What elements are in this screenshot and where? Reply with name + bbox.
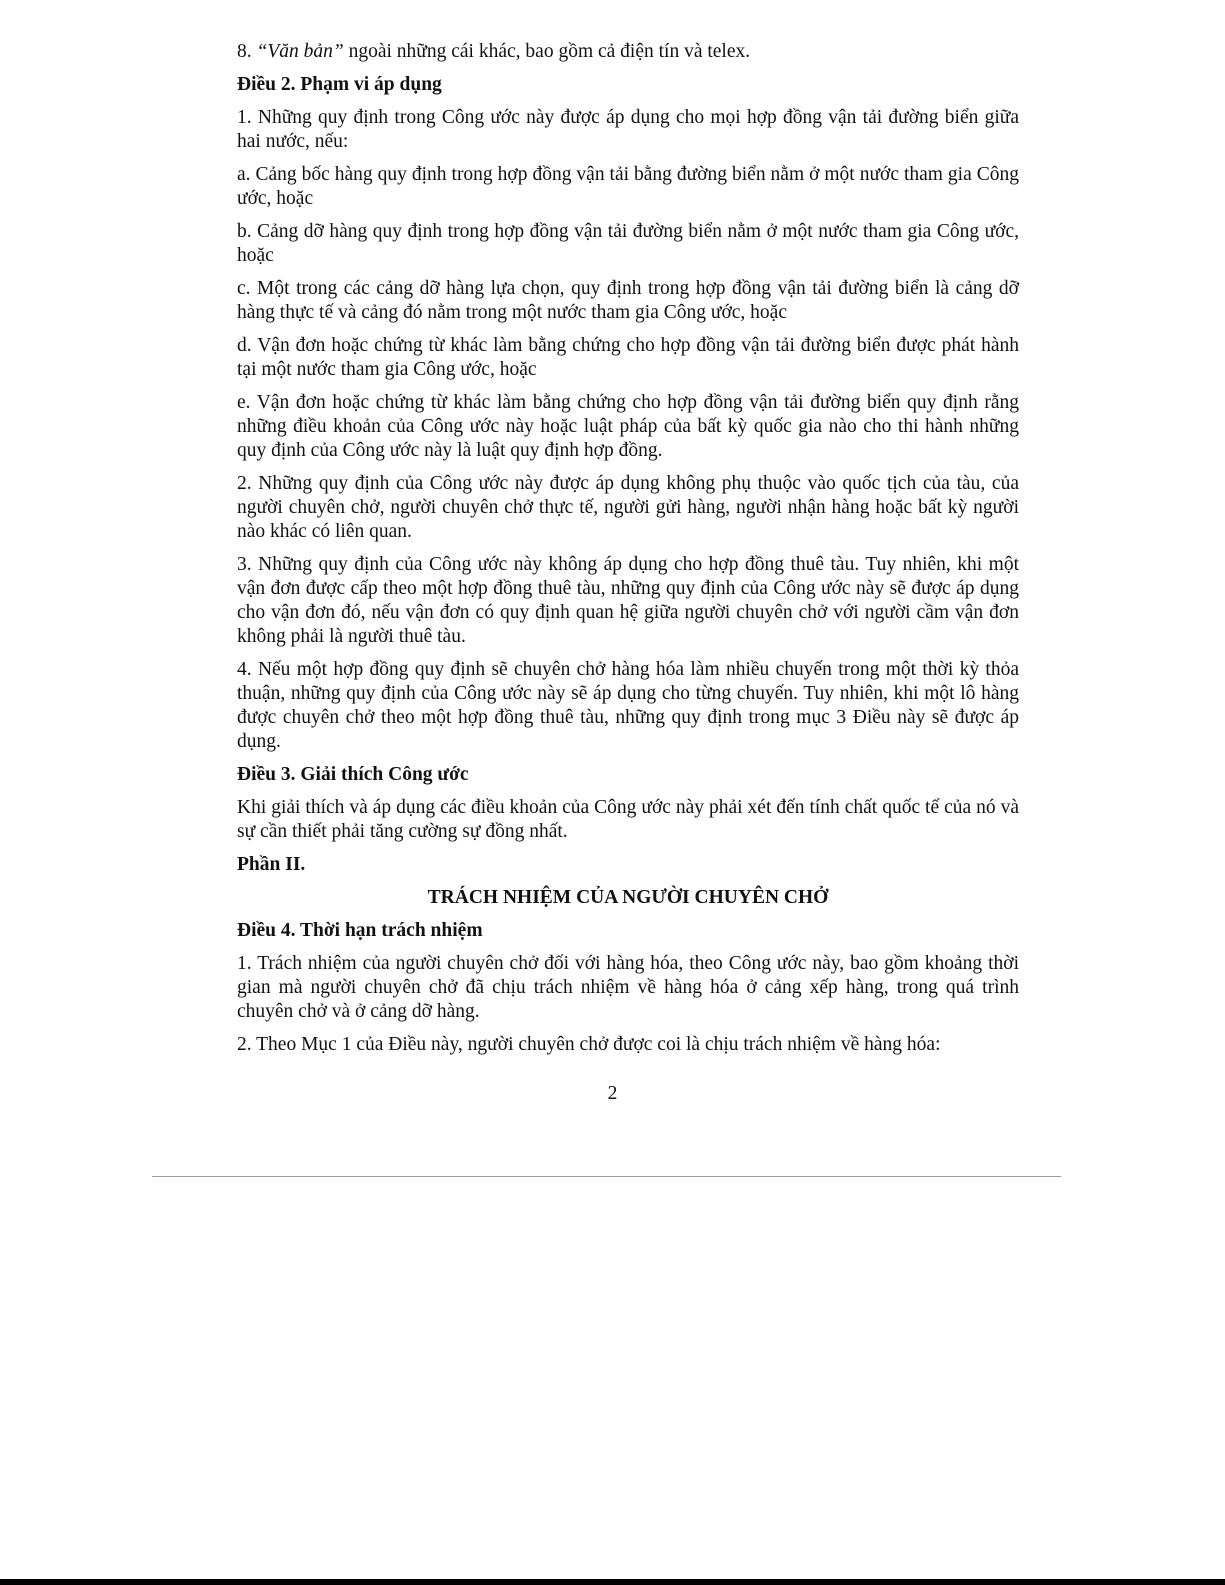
article-4-paragraph: 1. Trách nhiệm của người chuyên chở đối với hàng hóa, theo Công ước này, bao gồm khoảng thời gian mà người chuyên chở đã chịu trách nhiệm về hàng hóa ở cảng xếp hàng, trong quá trình chuyên chở và ở cảng dỡ hàng.: [237, 953, 1019, 1022]
item-8-term: “Văn bản”: [256, 41, 344, 62]
article-2-paragraph: c. Một trong các cảng dỡ hàng lựa chọn, quy định trong hợp đồng vận tải đường biển là cảng dỡ hàng thực tế và cảng đó nằm trong một nước tham gia Công ước, hoặc: [237, 278, 1019, 323]
article-4-paragraph: 2. Theo Mục 1 của Điều này, người chuyên chở được coi là chịu trách nhiệm về hàng hóa:: [237, 1034, 941, 1055]
article-3-heading: Điều 3. Giải thích Công ước: [237, 764, 469, 785]
article-4-heading: Điều 4. Thời hạn trách nhiệm: [237, 920, 483, 941]
article-2-paragraph: d. Vận đơn hoặc chứng từ khác làm bằng chứng cho hợp đồng vận tải đường biển được phát hành tại một nước tham gia Công ước, hoặc: [237, 335, 1019, 380]
item-8-text: ngoài những cái khác, bao gồm cả điện tín và telex.: [348, 41, 751, 62]
article-2-paragraph: b. Cảng dỡ hàng quy định trong hợp đồng vận tải đường biển nằm ở một nước tham gia Công ước, hoặc: [237, 221, 1019, 266]
article-2-heading: Điều 2. Phạm vi áp dụng: [237, 74, 442, 95]
part-2-title: TRÁCH NHIỆM CỦA NGƯỜI CHUYÊN CHỞ: [427, 887, 829, 908]
page-bottom-edge: [0, 1579, 1225, 1585]
item-8-number: 8.: [237, 41, 252, 62]
page-number: 2: [607, 1083, 618, 1104]
article-2-paragraph: 1. Những quy định trong Công ước này được áp dụng cho mọi hợp đồng vận tải đường biển giữa hai nước, nếu:: [237, 107, 1019, 152]
item-8-paragraph: [237, 40, 1019, 64]
page-divider: [152, 1176, 1061, 1177]
part-2-heading: Phần II.: [237, 854, 306, 875]
document-page: [237, 40, 1019, 1066]
article-2-paragraph: 2. Những quy định của Công ước này được áp dụng không phụ thuộc vào quốc tịch của tàu, của người chuyên chở, người chuyên chở thực tế, người gửi hàng, người nhận hàng hoặc bất kỳ người nào khác có liên quan.: [237, 473, 1019, 542]
article-3-paragraph: Khi giải thích và áp dụng các điều khoản của Công ước này phải xét đến tính chất quốc tế của nó và sự cần thiết phải tăng cường sự đồng nhất.: [237, 797, 1019, 842]
article-2-paragraph: a. Cảng bốc hàng quy định trong hợp đồng vận tải bằng đường biển nằm ở một nước tham gia Công ước, hoặc: [237, 164, 1019, 209]
article-2-paragraph: 3. Những quy định của Công ước này không áp dụng cho hợp đồng thuê tàu. Tuy nhiên, khi một vận đơn được cấp theo một hợp đồng thuê tàu, những quy định của Công ước này sẽ được áp dụng cho vận đơn đó, nếu vận đơn có quy định quan hệ giữa người chuyên chở với người cầm vận đơn không phải là người thuê tàu.: [237, 554, 1019, 647]
article-2-paragraph: 4. Nếu một hợp đồng quy định sẽ chuyên chở hàng hóa làm nhiều chuyến trong một thời kỳ thỏa thuận, những quy định của Công ước này sẽ áp dụng cho từng chuyến. Tuy nhiên, khi một lô hàng được chuyên chở theo một hợp đồng thuê tàu, những quy định trong mục 3 Điều này sẽ được áp dụng.: [237, 659, 1019, 752]
article-2-paragraph: e. Vận đơn hoặc chứng từ khác làm bằng chứng cho hợp đồng vận tải đường biển quy định rằng những điều khoản của Công ước này hoặc luật pháp của bất kỳ quốc gia nào cho thi hành những quy định của Công ước này là luật quy định hợp đồng.: [237, 392, 1019, 461]
